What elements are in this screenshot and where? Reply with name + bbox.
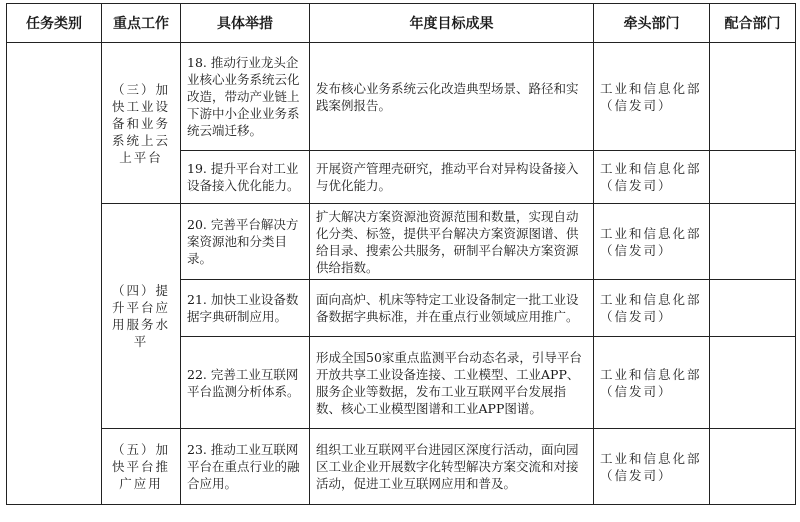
goal-cell: 开展资产管理壳研究，推动平台对异构设备接入与优化能力。 xyxy=(310,151,594,204)
lead-department-cell: 工业和信息化部（信发司） xyxy=(594,204,710,280)
task-category-cell xyxy=(7,43,102,505)
key-work-cell: （五）加快平台推广应用 xyxy=(102,429,181,505)
goal-cell: 发布核心业务系统云化改造典型场景、路径和实践案例报告。 xyxy=(310,43,594,151)
measure-cell: 19. 提升平台对工业设备接入优化能力。 xyxy=(181,151,310,204)
table-header-row xyxy=(7,4,796,43)
table-row xyxy=(7,204,796,280)
cooperating-department-cell xyxy=(710,280,796,337)
measure-cell: 21. 加快工业设备数据字典研制应用。 xyxy=(181,280,310,337)
cooperating-department-cell xyxy=(710,337,796,429)
goal-cell: 面向高炉、机床等特定工业设备制定一批工业设备数据字典标准，并在重点行业领域应用推广。 xyxy=(310,280,594,337)
key-work-cell: （三）加快工业设备和业务系统上云上平台 xyxy=(102,43,181,204)
table-row xyxy=(7,429,796,505)
lead-department-cell: 工业和信息化部（信发司） xyxy=(594,337,710,429)
lead-department-cell: 工业和信息化部（信发司） xyxy=(594,151,710,204)
goal-cell: 组织工业互联网平台进园区深度行活动，面向园区工业企业开展数字化转型解决方案交流和对接活动，促进工业互联网应用和普及。 xyxy=(310,429,594,505)
goal-cell: 扩大解决方案资源池资源范围和数量，实现自动化分类、标签，提供平台解决方案资源图谱、供给目录、搜索公共服务，研制平台解决方案资源供给指数。 xyxy=(310,204,594,280)
document-page xyxy=(6,3,795,505)
cooperating-department-cell xyxy=(710,204,796,280)
header-cooperating-department: 配合部门 xyxy=(710,4,796,43)
lead-department-cell: 工业和信息化部（信发司） xyxy=(594,429,710,505)
cooperating-department-cell xyxy=(710,43,796,151)
goal-cell: 形成全国50家重点监测平台动态名录，引导平台开放共享工业设备连接、工业模型、工业APP、服务企业等数据，发布工业互联网平台发展指数、核心工业模型图谱和工业APP图谱。 xyxy=(310,337,594,429)
header-annual-goals: 年度目标成果 xyxy=(310,4,594,43)
task-table xyxy=(6,3,796,505)
key-work-cell: （四）提升平台应用服务水平 xyxy=(102,204,181,429)
measure-cell: 23. 推动工业互联网平台在重点行业的融合应用。 xyxy=(181,429,310,505)
lead-department-cell: 工业和信息化部（信发司） xyxy=(594,280,710,337)
header-task-category: 任务类别 xyxy=(7,4,102,43)
measure-cell: 18. 推动行业龙头企业核心业务系统云化改造，带动产业链上下游中小企业业务系统云端迁移。 xyxy=(181,43,310,151)
lead-department-cell: 工业和信息化部（信发司） xyxy=(594,43,710,151)
cooperating-department-cell xyxy=(710,429,796,505)
header-key-work: 重点工作 xyxy=(102,4,181,43)
cooperating-department-cell xyxy=(710,151,796,204)
header-specific-measures: 具体举措 xyxy=(181,4,310,43)
measure-cell: 20. 完善平台解决方案资源池和分类目录。 xyxy=(181,204,310,280)
measure-cell: 22. 完善工业互联网平台监测分析体系。 xyxy=(181,337,310,429)
table-row xyxy=(7,43,796,151)
header-lead-department: 牵头部门 xyxy=(594,4,710,43)
